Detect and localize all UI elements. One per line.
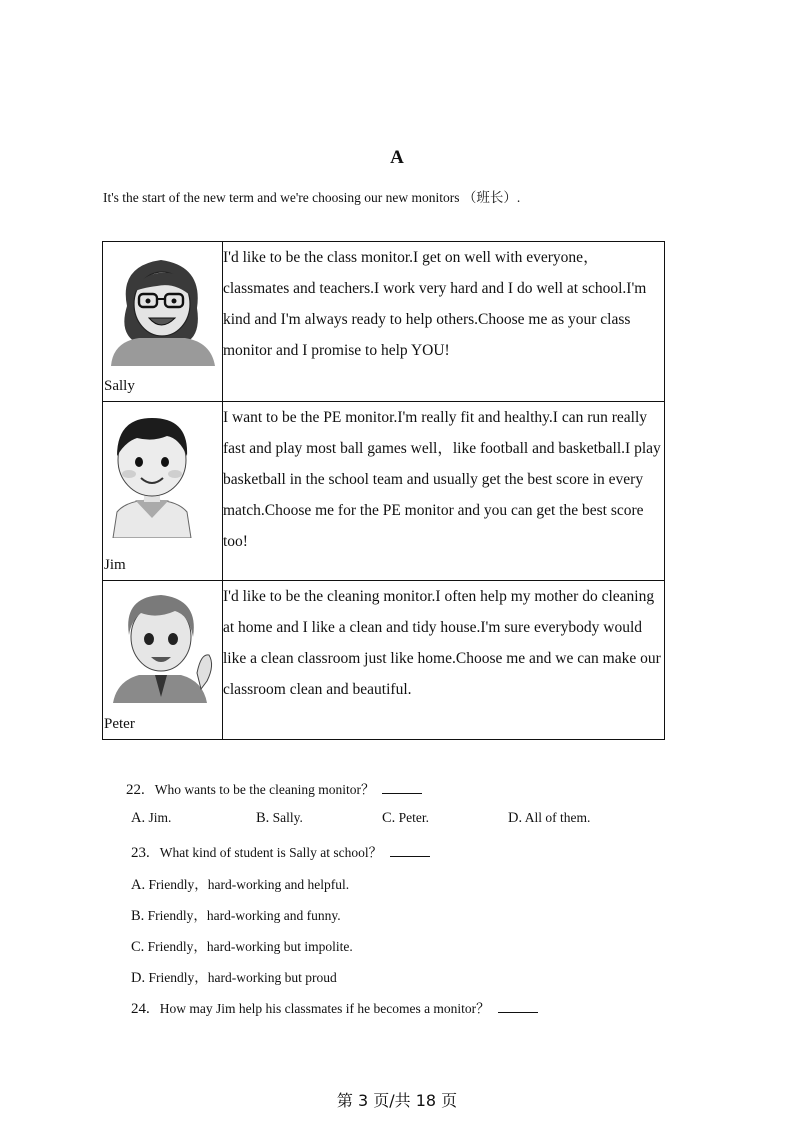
table-row xyxy=(103,242,665,402)
option[interactable]: A. Friendly，hard-working and helpful. xyxy=(131,877,350,893)
peter-portrait-image xyxy=(105,585,218,703)
candidate-photo-cell xyxy=(103,242,223,402)
candidate-statement: I'd like to be the cleaning monitor.I often help my mother do cleaning at home and I like a clean and tidy house.I'm sure everybody would like a clean classroom just like home.Choose me and we can make our classroom clean and beautiful. xyxy=(223,581,665,740)
candidate-statement: I want to be the PE monitor.I'm really fit and healthy.I can run really fast and play most ball games well，like football and basketball.I play basketball in the school team and usually get the best score in every match.Choose me for the PE monitor and you can get the best score too! xyxy=(223,402,665,581)
candidate-photo-cell xyxy=(103,402,223,581)
answer-blank[interactable] xyxy=(498,1012,538,1013)
candidate-statement: I'd like to be the class monitor.I get on well with everyone，classmates and teachers.I work very hard and I do well at school.I'm kind and I'm always ready to help others.Choose me as your class monitor and I promise to help YOU! xyxy=(223,242,665,402)
candidate-name: Peter xyxy=(104,716,135,732)
candidate-name: Jim xyxy=(104,557,126,573)
sally-portrait-image xyxy=(105,246,218,366)
option[interactable]: D. Friendly，hard-working but proud xyxy=(131,970,337,986)
question-22: 22. Who wants to be the cleaning monitor？ xyxy=(126,778,422,799)
answer-blank[interactable] xyxy=(390,856,430,857)
option[interactable]: C. Peter. xyxy=(382,810,430,826)
candidates-table xyxy=(102,241,665,740)
option[interactable]: B. Sally. xyxy=(256,810,303,826)
page-footer: 第 3 页/共 18 页 xyxy=(336,1091,458,1110)
table-row xyxy=(103,402,665,581)
option[interactable]: A. Jim. xyxy=(131,810,172,826)
answer-blank[interactable] xyxy=(382,793,422,794)
candidate-photo-cell xyxy=(103,581,223,740)
intro-text: It's the start of the new term and we're choosing our new monitors （班长）. xyxy=(103,190,521,205)
question-23: 23. What kind of student is Sally at school？ xyxy=(131,841,430,862)
option[interactable]: D. All of them. xyxy=(508,810,591,826)
option[interactable]: B. Friendly，hard-working and funny. xyxy=(131,908,341,924)
question-24: 24. How may Jim help his classmates if he becomes a monitor？ xyxy=(131,997,538,1018)
jim-portrait-image xyxy=(107,408,197,538)
option[interactable]: C. Friendly，hard-working but impolite. xyxy=(131,939,353,955)
section-title: A xyxy=(390,147,404,168)
candidate-name: Sally xyxy=(104,378,135,394)
table-row xyxy=(103,581,665,740)
